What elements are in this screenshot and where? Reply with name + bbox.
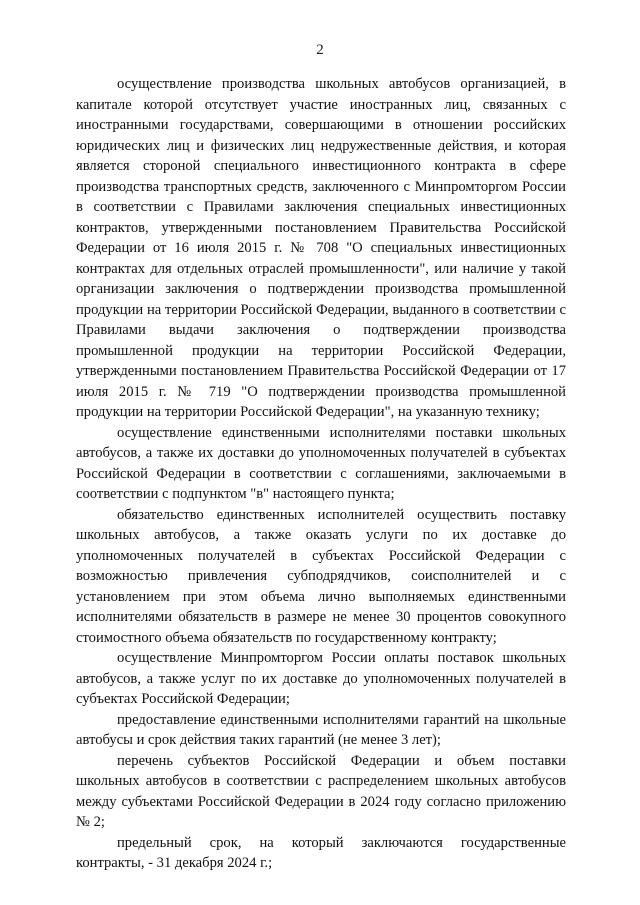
page-number: 2 — [316, 42, 324, 58]
document-body — [76, 74, 566, 874]
paragraph-guarantees: предоставление единственными исполнителями гарантий на школьные автобусы и срок действия таких гарантий (не менее 3 лет); — [76, 711, 566, 748]
paragraph-regions-list: перечень субъектов Российской Федерации и объем поставки школьных автобусов в соответствии с распределением школьных автобусов между субъектами Российской Федерации в 2024 году согласно приложению № 2; — [76, 752, 566, 830]
paragraph-sic-production: осуществление производства школьных автобусов организацией, в капитале которой отсутствует участие иностранных лиц, связанных с иностранными государствами, совершающими в отношении российских юридических лиц и физических лиц недружественные действия, и которая является стороной специального инвестиционного контракта в сфере производства транспортных средств, заключенного с Минпромторгом России в соответствии с Правилами заключения специальных инвестиционных контрактов, утвержденными постановлением Правительства Российской Федерации от 16 июля 2015 г. № 708 "О специальных инвестиционных контрактах для отдельных отраслей промышленности", или наличие у такой организации заключения о подтверждении производства промышленной продукции на территории Российской Федерации, выданного в соответствии с Правилами выдачи заключения о подтверждении производства промышленной продукции на территории Российской Федерации, утвержденными постановлением Правительства Российской Федерации от 17 июля 2015 г. № 719 "О подтверждении производства промышленной продукции на территории Российской Федерации", на указанную технику; — [76, 76, 566, 420]
paragraph-delivery-agreements: осуществление единственными исполнителями поставки школьных автобусов, а также их доставки до уполномоченных получателей в субъектах Российской Федерации в соответствии с соглашениями, заключаемыми в соответствии с подпунктом "в" настоящего пункта; — [76, 424, 566, 502]
paragraph-executor-obligation: обязательство единственных исполнителей осуществить поставку школьных автобусов, а также оказать услуги по их доставке до уполномоченных получателей в субъектах Российской Федерации с возможностью привлечения субподрядчиков, соисполнителей и с установлением при этом объема лично выполняемых единственными исполнителями обязательств в размере не менее 30 процентов совокупного стоимостного объема обязательств по государственному контракту; — [76, 506, 566, 646]
paragraph-deadline: предельный срок, на который заключаются государственные контракты, - 31 декабря 2024 г.; — [76, 834, 566, 871]
paragraph-payment: осуществление Минпромторгом России оплаты поставок школьных автобусов, а также услуг по их доставке до уполномоченных получателей в субъектах Российской Федерации; — [76, 650, 566, 707]
